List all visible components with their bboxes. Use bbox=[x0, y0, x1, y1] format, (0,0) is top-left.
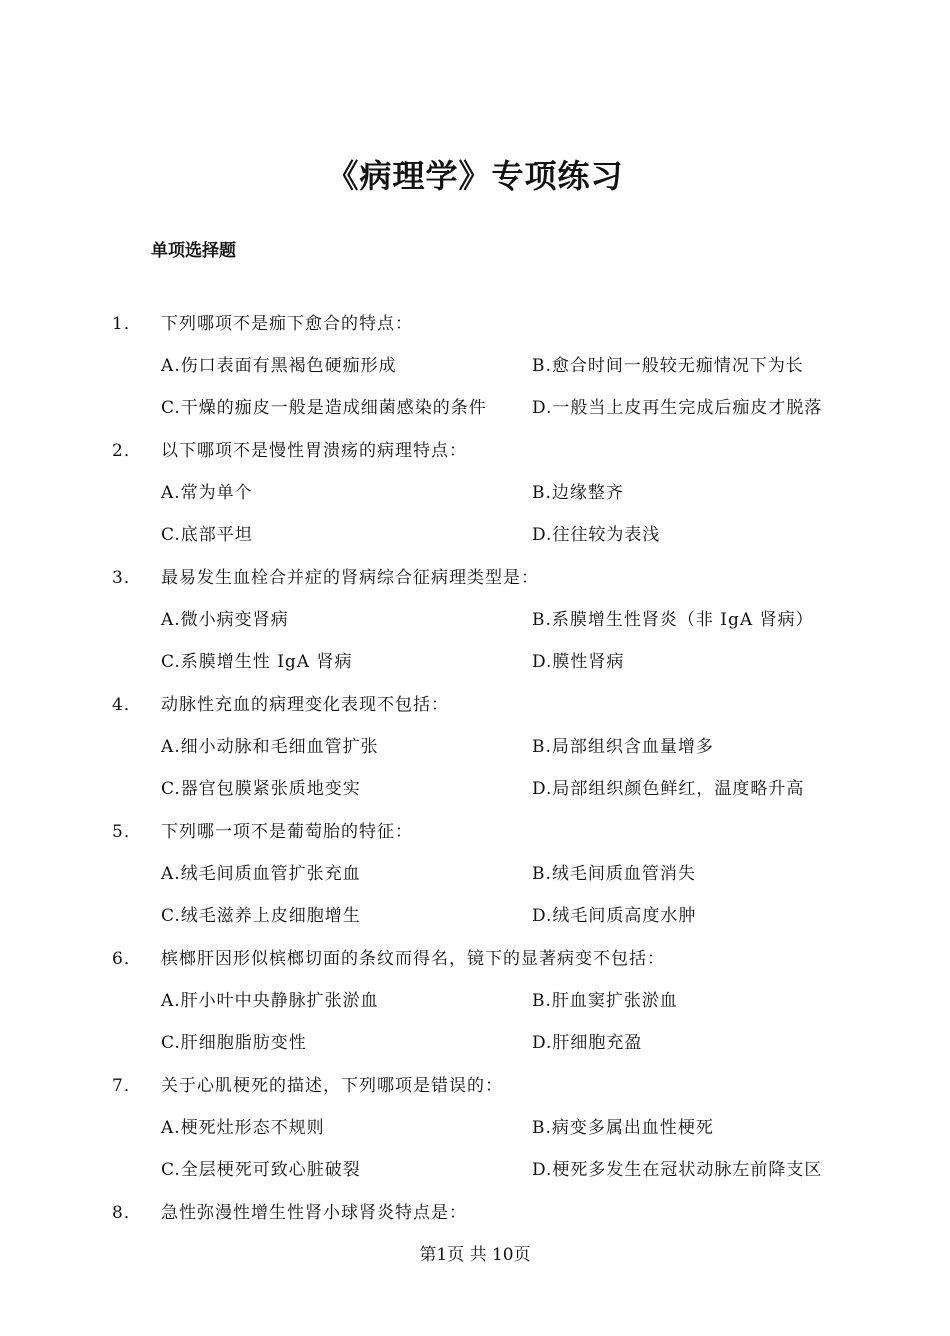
question-number: 1． bbox=[112, 314, 142, 334]
option-b: B.边缘整齐 bbox=[532, 483, 624, 503]
question-stem: 下列哪一项不是葡萄胎的特征： bbox=[161, 822, 413, 842]
question-1 bbox=[112, 311, 872, 351]
question-number: 2． bbox=[112, 441, 142, 461]
option-b: B.绒毛间质血管消失 bbox=[532, 864, 696, 884]
option-a: A.梗死灶形态不规则 bbox=[161, 1118, 325, 1138]
option-d: D.绒毛间质高度水肿 bbox=[532, 906, 697, 926]
option-c: C.底部平坦 bbox=[161, 525, 253, 545]
option-d: D.膜性肾病 bbox=[532, 652, 625, 672]
option-a: A.伤口表面有黑褐色硬痂形成 bbox=[161, 356, 397, 376]
question-stem: 下列哪项不是痂下愈合的特点： bbox=[161, 314, 413, 334]
question-7 bbox=[112, 1073, 872, 1113]
section-heading: 单项选择题 bbox=[151, 241, 236, 261]
option-b: B.局部组织含血量增多 bbox=[532, 737, 714, 757]
option-c: C.干燥的痂皮一般是造成细菌感染的条件 bbox=[161, 398, 487, 418]
option-b: B.愈合时间一般较无痂情况下为长 bbox=[532, 356, 804, 376]
question-number: 6． bbox=[112, 949, 142, 969]
question-5 bbox=[112, 819, 872, 859]
option-c: C.器官包膜紧张质地变实 bbox=[161, 779, 361, 799]
question-stem: 槟榔肝因形似槟榔切面的条纹而得名，镜下的显著病变不包括： bbox=[161, 949, 665, 969]
question-number: 7． bbox=[112, 1076, 142, 1096]
option-b: B.系膜增生性肾炎（非 IgA 肾病） bbox=[532, 610, 814, 630]
option-d: D.一般当上皮再生完成后痂皮才脱落 bbox=[532, 398, 823, 418]
question-6 bbox=[112, 946, 872, 986]
question-stem: 关于心肌梗死的描述，下列哪项是错误的： bbox=[161, 1076, 503, 1096]
question-stem: 动脉性充血的病理变化表现不包括： bbox=[161, 695, 449, 715]
option-a: A.常为单个 bbox=[161, 483, 253, 503]
question-4 bbox=[112, 692, 872, 732]
page-footer: 第1页 共 10页 bbox=[419, 1245, 531, 1265]
option-a: A.绒毛间质血管扩张充血 bbox=[161, 864, 361, 884]
option-d: D.往往较为表浅 bbox=[532, 525, 661, 545]
question-3 bbox=[112, 565, 872, 605]
option-c: C.肝细胞脂肪变性 bbox=[161, 1033, 307, 1053]
question-number: 8． bbox=[112, 1203, 142, 1223]
option-d: D.肝细胞充盈 bbox=[532, 1033, 643, 1053]
option-a: A.细小动脉和毛细血管扩张 bbox=[161, 737, 379, 757]
option-b: B.肝血窦扩张淤血 bbox=[532, 991, 678, 1011]
page-title: 《病理学》专项练习 bbox=[326, 157, 624, 195]
question-2 bbox=[112, 438, 872, 478]
option-b: B.病变多属出血性梗死 bbox=[532, 1118, 714, 1138]
option-c: C.全层梗死可致心脏破裂 bbox=[161, 1160, 361, 1180]
option-a: A.肝小叶中央静脉扩张淤血 bbox=[161, 991, 379, 1011]
question-stem: 以下哪项不是慢性胃溃疡的病理特点： bbox=[161, 441, 467, 461]
question-8 bbox=[112, 1200, 872, 1240]
option-a: A.微小病变肾病 bbox=[161, 610, 289, 630]
question-stem: 最易发生血栓合并症的肾病综合征病理类型是： bbox=[161, 568, 539, 588]
question-number: 4． bbox=[112, 695, 142, 715]
question-number: 5． bbox=[112, 822, 142, 842]
option-c: C.系膜增生性 IgA 肾病 bbox=[161, 652, 353, 672]
question-stem: 急性弥漫性增生性肾小球肾炎特点是： bbox=[161, 1203, 467, 1223]
option-c: C.绒毛滋养上皮细胞增生 bbox=[161, 906, 361, 926]
option-d: D.梗死多发生在冠状动脉左前降支区 bbox=[532, 1160, 823, 1180]
option-d: D.局部组织颜色鲜红，温度略升高 bbox=[532, 779, 805, 799]
question-number: 3． bbox=[112, 568, 142, 588]
